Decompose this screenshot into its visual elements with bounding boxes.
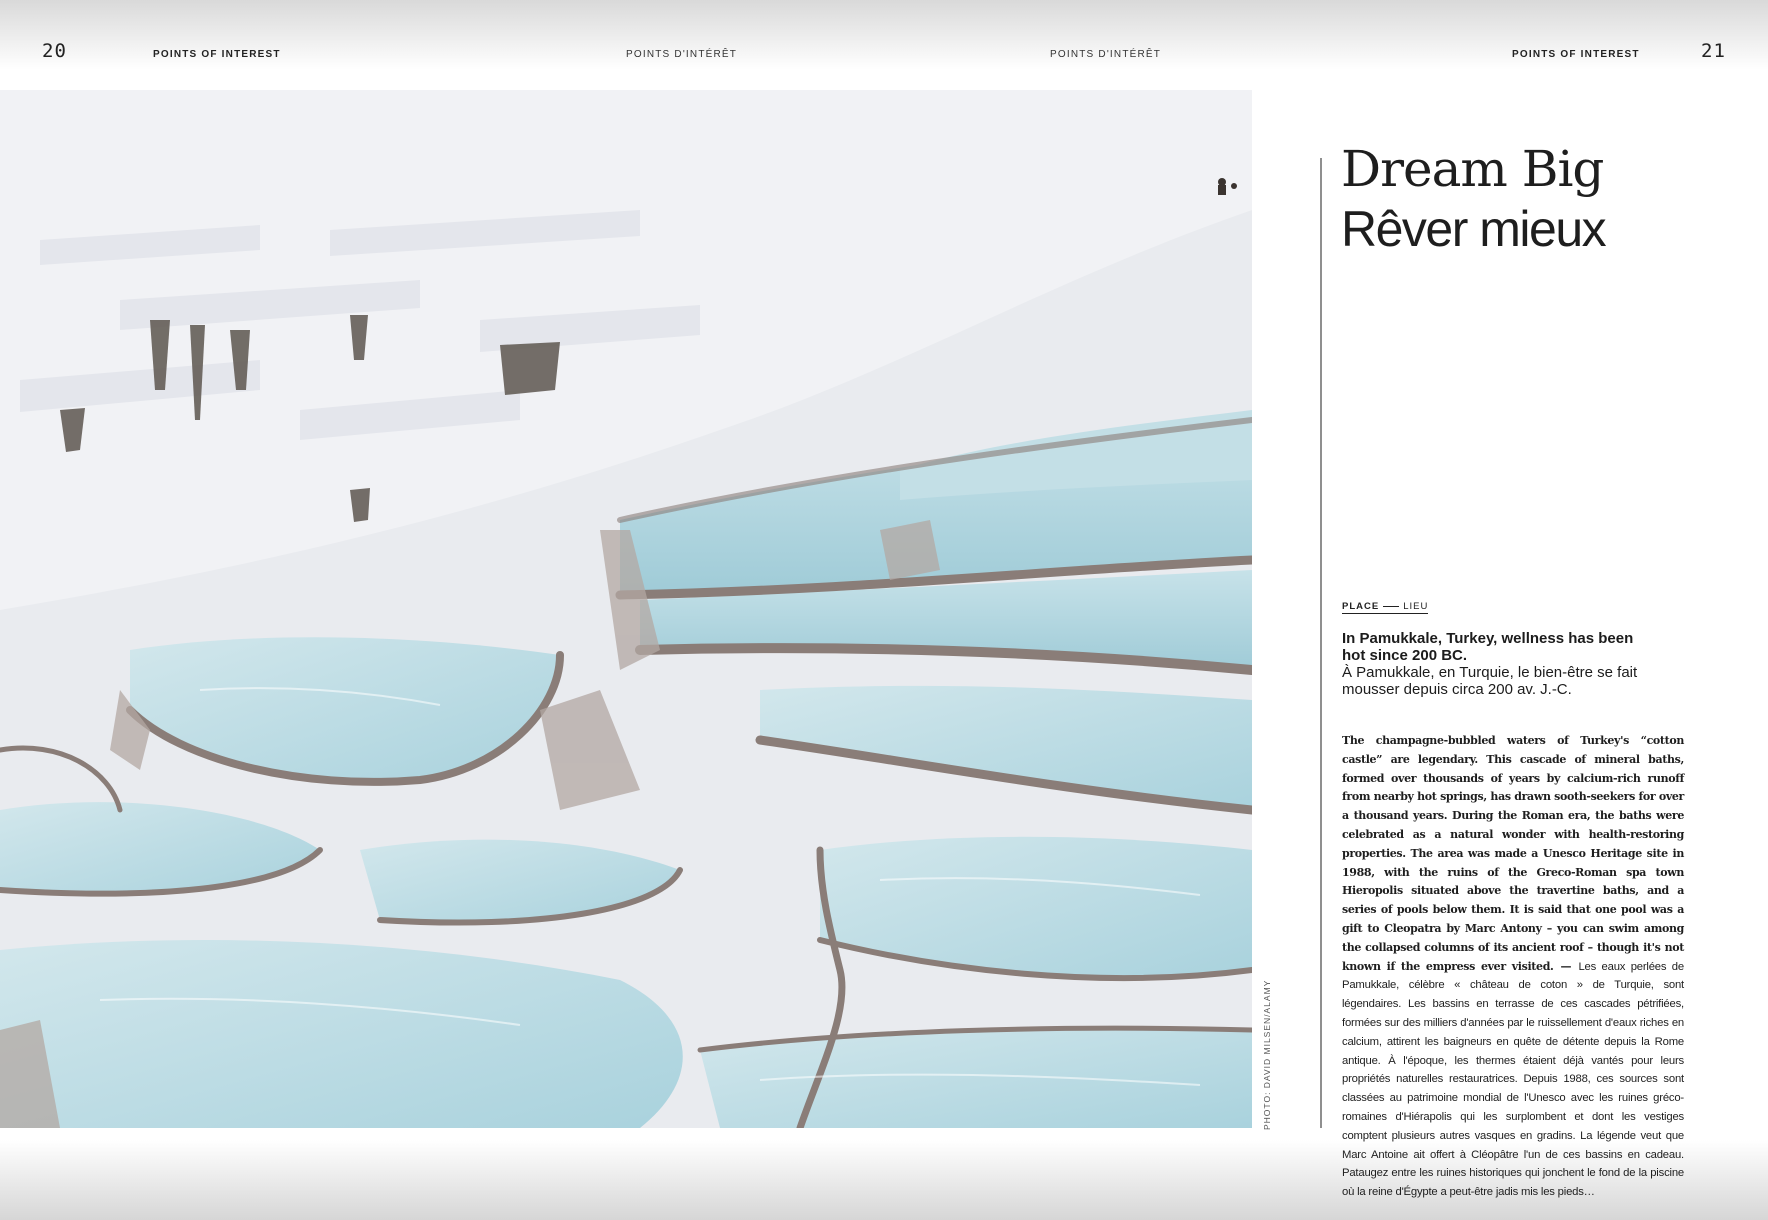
page-number-right: 21: [1701, 40, 1726, 62]
article-deck: [1342, 630, 1642, 698]
section-tag: [1342, 601, 1428, 614]
column-rule: [1320, 158, 1322, 1128]
body-en: The champagne-bubbled waters of Turkey's “cotton castle” are legendary. This cascade of mineral baths, formed over thousands of years by calcium-rich runoff from nearby hot springs, has drawn sooth-seekers for over a thousand years. During the Roman era, the baths were celebrated as a natural wonder with health-restoring properties. The area was made a Unesco Heritage site in 1988, with the ruins of the Greco-Roman spa town Hieropolis situated above the travertine baths, and a series of pools below them. It is said that one pool was a gift to Cleopatra by Marc Antony – you can swim among the collapsed columns of its ancient roof – though it's not known if the empress ever visited.: [1342, 734, 1684, 973]
tag-dash: [1383, 606, 1399, 607]
running-header-left-fr: POINTS D'INTÉRÊT: [626, 49, 738, 60]
photo-illustration: [0, 90, 1252, 1128]
tag-en: PLACE: [1342, 601, 1380, 612]
pamukkale-photo: [0, 90, 1252, 1128]
article-body: [1342, 731, 1684, 1201]
headline-en: Dream Big: [1341, 140, 1604, 198]
tag-fr: LIEU: [1403, 601, 1429, 612]
page-number-left: 20: [42, 40, 67, 62]
running-header-left-en: POINTS OF INTEREST: [153, 49, 281, 60]
body-fr: Les eaux perlées de Pamukkale, célèbre « château de coton » de Turquie, sont légendaires. Les bassins en terrasse de ces cascades pétrifiées, formées sur des milliers d'années par le ruissellement d'eaux riches en calcium, attirent les baigneurs en quête de détente depuis la Rome antique. À l'époque, les thermes étaient déjà vantés pour leurs propriétés naturelles restauratrices. Depuis 1988, ces sources sont classées au patrimoine mondial de l'Unesco avec les ruines gréco-romaines d'Hiérapolis qui les surplombent et dont les vestiges comptent plusieurs autres vasques en gradins. La légende veut que Marc Antoine ait offert à Cléopâtre l'un de ces bassins en cadeau. Pataugez entre les ruines historiques qui jonchent le fond de la piscine où la reine d'Égypte a peut-être jadis mis les pieds…: [1342, 960, 1684, 1199]
running-header-right-fr: POINTS D'INTÉRÊT: [1050, 49, 1162, 60]
deck-fr: À Pamukkale, en Turquie, le bien-être se fait mousser depuis circa 200 av. J.-C.: [1342, 664, 1638, 698]
language-separator: —: [1560, 959, 1572, 973]
headline-fr: Rêver mieux: [1341, 201, 1606, 257]
running-header-right-en: POINTS OF INTEREST: [1512, 49, 1640, 60]
photo-credit: PHOTO: DAVID MILSEN/ALAMY: [1262, 979, 1272, 1130]
deck-en: In Pamukkale, Turkey, wellness has been hot since 200 BC.: [1342, 630, 1634, 664]
